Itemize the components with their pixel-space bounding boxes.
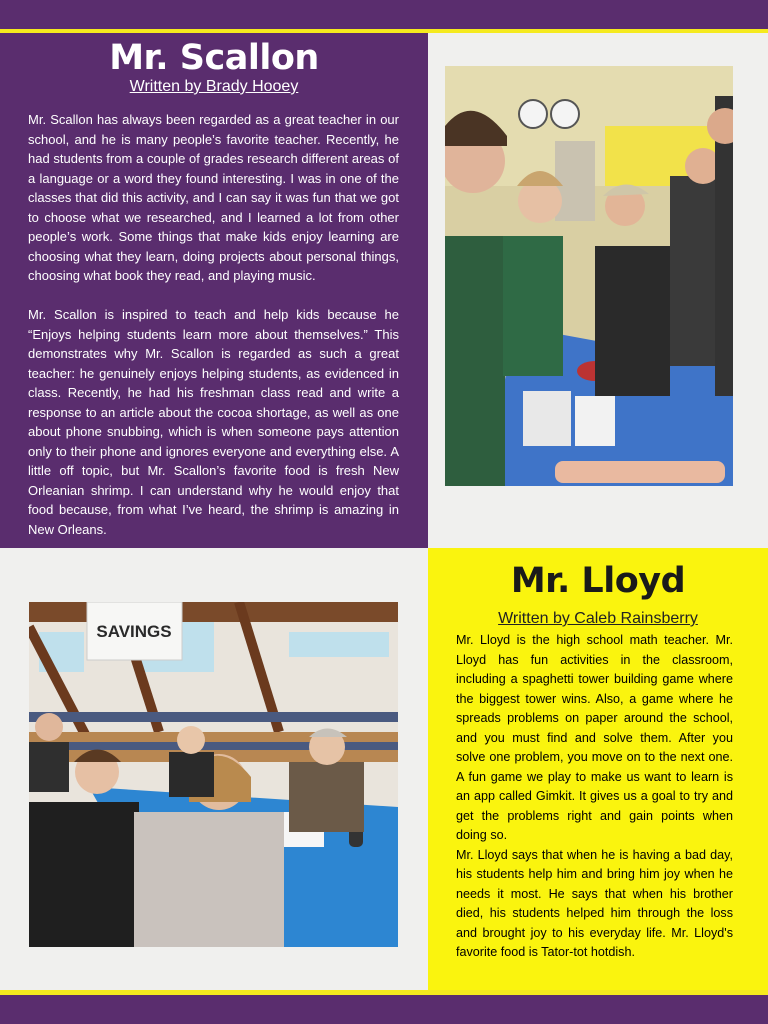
lloyd-paragraph-1: Mr. Lloyd is the high school math teacher. Mr. Lloyd has fun activities in the classroom, including a spaghetti tower building game where the biggest tower wins. Also, a game where he spreads problems on paper around the school, and you must find and solve them. After you solve one problem, you move on to the next one. A fun game we play to make us want to learn is an app called Gimkit. It gives us a goal to try and get the problems right and gain points when doing so. [456,633,733,842]
scallon-article-panel [0,33,428,548]
lloyd-paragraph-2: Mr. Lloyd says that when he is having a bad day, his students help him and bring him joy when he needs it most. He says that when his brother died, his students helped him through the loss and brought joy to his everyday life. Mr. Lloyd's favorite food is Tator-tot hotdish. [456,847,733,959]
scallon-paragraph-1: Mr. Scallon has always been regarded as a great teacher in our school, and he is many people’s favorite teacher. Recently, he had students from a couple of grades research different areas of a language or a word they found interesting. I was in one of the classes that did this activity, and I can say it was fun that we got to choose what we researched, and I learned a lot from other people’s work. Some things that make kids enjoy learning are choosing what they learn, doing projects about personal things, choosing what book they read, and playing music. [28,112,399,283]
cafeteria-table-photo [29,602,398,947]
scallon-article-body [28,110,399,559]
lloyd-title: Mr. Lloyd [510,561,686,601]
lloyd-article-body [456,631,733,963]
scallon-paragraph-2: Mr. Scallon is inspired to teach and help kids because he “Enjoys helping students learn more about themselves.” This demonstrates why Mr. Scallon is regarded as such a great teacher: he genuinely enjoys helping students, as evidenced in class. Recently, he had his freshman class read and write a response to an article about the cocoa shortage, as well as one about phone snubbing, which is when someone pays attention only to their phone and ignores everyone and everything else. A little off topic, but Mr. Scallon’s favorite food is fresh New Orleanian shrimp. I can understand why he would enjoy that food because, from what I’ve heard, the shrimp is amazing in New Orleans. [28,307,399,537]
savings-sign-text: SAVINGS [96,622,172,641]
scallon-title: Mr. Scallon [109,38,319,78]
scallon-byline: Written by Brady Hooey [129,78,299,95]
bottom-border-band [0,995,768,1024]
classroom-cpr-photo [445,66,733,486]
lloyd-byline: Written by Caleb Rainsberry [498,610,698,627]
top-border-band [0,0,768,29]
